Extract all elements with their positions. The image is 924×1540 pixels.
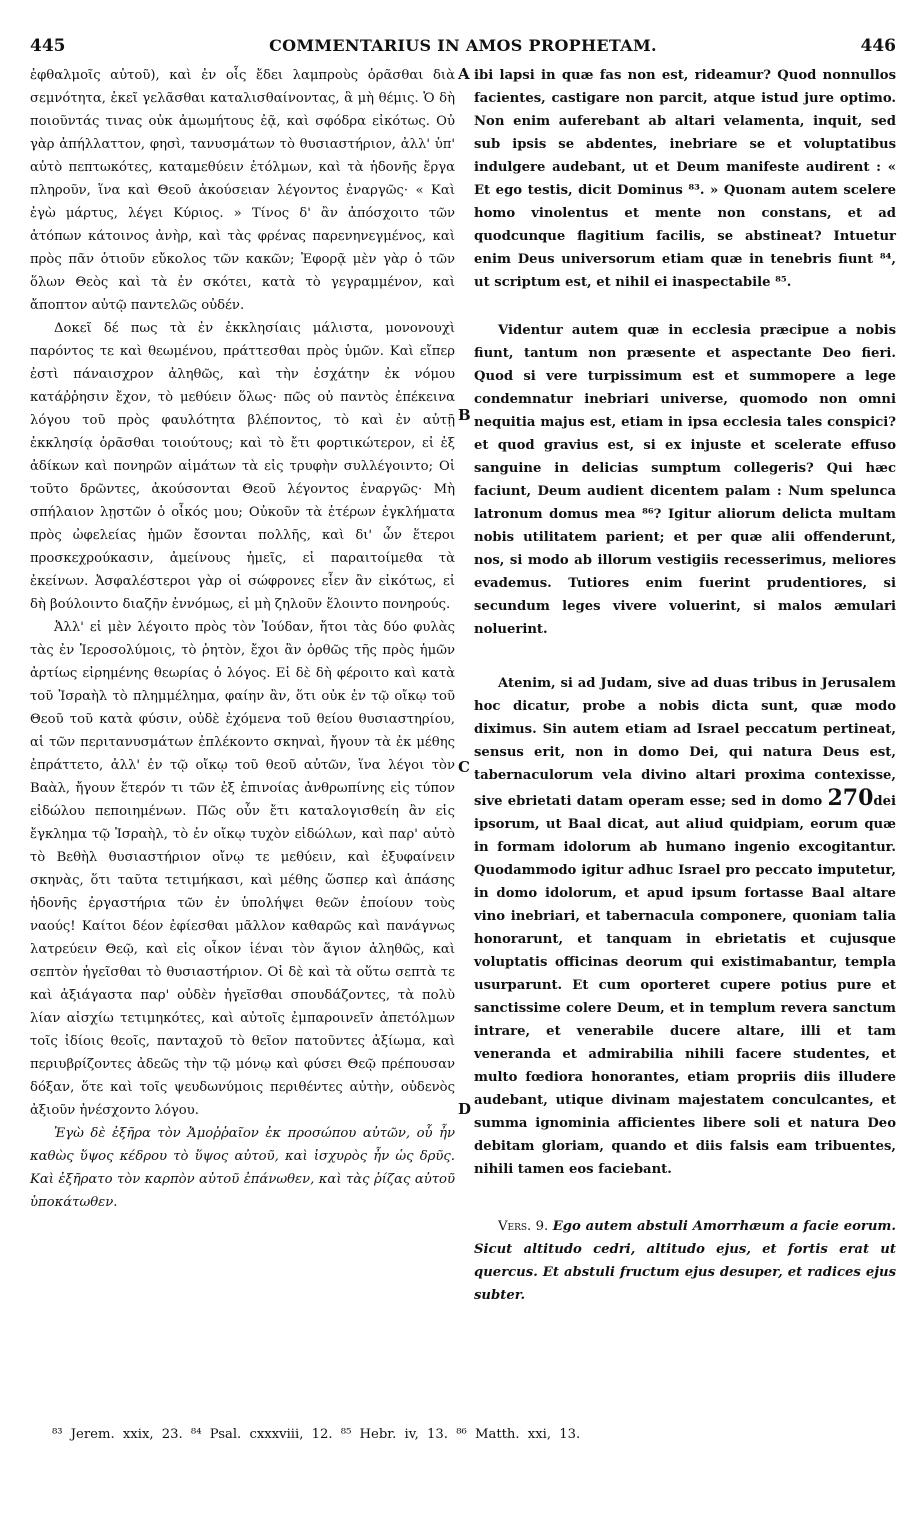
footnotes: ⁸³ Jerem. xxix, 23. ⁸⁴ Psal. cxxxviii, 12. ⁸⁵ Hebr. iv, 13. ⁸⁶ Matth. xxi, 13. xyxy=(52,1427,581,1442)
margin-marker-d: D xyxy=(458,1100,472,1118)
page-number-left: 445 xyxy=(30,36,66,56)
page-header xyxy=(30,36,896,58)
greek-paragraph-3: Ἀλλ' εἰ μὲν λέγοιτο πρὸς τὸν Ἰούδαν, ἤτοι τὰς δύο φυλὰς τὰς ἐν Ἱεροσολύμοις, τὸ ῥητὸν, ἔχοι ἂν ὀρθῶς τῆς πρὸς ἡμῶν ἀρτίως εἰρημένης θεωρίας ὁ λόγος. Εἰ δὲ δὴ φέροιτο καὶ κατὰ τοῦ Ἰσραὴλ τὸ πλημμέλημα, φαίην ἂν, ὅτι οὐκ ἐν τῷ οἴκῳ τοῦ Θεοῦ τοῦ κατὰ φύσιν, οὐδὲ ἐχόμενα τοῦ θείου θυσιαστηρίου, αἱ τῶν περιτανυσμάτων ἐπλέκοντο σκηναὶ, ἤγουν τὰ ἐκ μέθης ἐπράττετο, ἀλλ' ἐν τῷ οἴκῳ τοῦ θεοῦ αὐτῶν, ἵνα λέγοι τὸν Βαὰλ, ἤγουν ἕτερόν τι τῶν ἐξ ἐπινοίας ἀνθρωπίνης εἰς τύπον εἰδώλου πεποιημένων. Πῶς οὖν ἔτι καταλογισθείη ἂν εἰς ἔγκλημα τῷ Ἰσραὴλ, τὸ ἐν οἴκῳ τυχὸν εἰδώλων, καὶ παρ' αὐτὸ τὸ Βεθὴλ θυσιαστήριον οἴνῳ τε μεθύειν, καὶ ἐξυφαίνειν σκηνὰς, ὅτι ταῦτα τετιμήκασι, καὶ μέθης ὥσπερ καὶ ἁπάσης ἡδονῆς ἐργαστήρια τῶν ἐν ὑπολήψει θεῶν ἐποίουν τοὺς ναούς! Καίτοι δέον ἐφίεσθαι μᾶλλον καθαρῶς καὶ πανάγνως λατρεύειν Θεῷ, καὶ εἰς οἶκον ἰέναι τὸν ἅγιον ἀληθῶς, καὶ σεπτὸν ἡγεῖσθαι τὸ θυσιαστήριον. Οἱ δὲ καὶ τὰ οὕτω σεπτὰ τε καὶ ἀξιάγαστα παρ' οὐδὲν ἡγεῖσθαι σπουδάζοντες, τὰ πολὺ λίαν αἰσχίω τετιμηκότες, καὶ αὐτοῖς ἐμπαροινεῖν ἀπετόλμων τοῖς ἰδίοις θεοῖς, πανταχοῦ τὸ θεῖον πατοῦντες ἀξίωμα, καὶ περιυβρίζοντες ἀδεῶς τὴν τῷ μόνῳ καὶ φύσει Θεῷ πρέπουσαν δόξαν, ὅτε καὶ τοῖς ψευδωνύμοις περιθέντες αὐτὴν, οὐδενὸς ἀξιοῦν ἠνέσχοντο λόγου. xyxy=(30,620,455,1118)
latin-verse xyxy=(474,1215,896,1307)
latin-paragraph-1: ibi lapsi in quæ fas non est, rideamur? Quod nonnullos facientes, castigare non parcit, atque istud jure optimo. Non enim auferebant ab altari velamenta, inquit, sed sub ipsis se abdentes, inebriare se et voluptatibus indulgere audebant, ut et Deum manifeste audirent : « Et ego testis, dicit Dominus ⁸³. » Quonam autem scelere homo vinolentus et mente non constans, et ad quodcunque flagitium facilis, se abstineat? Intuetur enim Deus universorum etiam quæ in tenebris fiunt ⁸⁴, ut scriptum est, et nihil ei inaspectabile ⁸⁵. xyxy=(474,68,896,290)
verse-label: Vers. 9. xyxy=(498,1219,549,1234)
latin-verse-text: Ego autem abstuli Amorrhæum a facie eorum. Sicut altitudo cedri, altitudo ejus, et fortis erat ut quercus. Et abstuli fructum ejus desuper, et radices ejus subter. xyxy=(474,1219,896,1303)
latin-paragraph-3-start: Atenim, si ad Judam, sive ad duas tribus in Jerusalem hoc dicatur, probe a nobis dicta sunt, quæ modo diximus. Sin autem etiam ad Israel peccatum pertineat, sensus erit, non in domo Dei, qui natura Deus est, tabernaculorum vela divino altari proxima contexisse, sive ebrietati datam operam esse; sed in domo xyxy=(474,676,896,809)
column-number: 270 xyxy=(827,785,874,811)
page-number-right: 446 xyxy=(860,36,896,56)
greek-paragraph-2: Δοκεῖ δέ πως τὰ ἐν ἐκκλησίαις μάλιστα, μονονουχὶ παρόντος τε καὶ θεωμένου, πράττεσθαι πρὸς ὑμῶν. Καὶ εἴπερ ἐστὶ πάναισχρον ἀληθῶς, καὶ τὴν ἐσχάτην ἐκ νόμου κατάῤῥησιν ἔχον, τὸ μεθύειν ὅλως· πῶς οὐ παντὸς ἐπέκεινα λόγου τοῦ πρὸς φαυλότητα βλέποντος, τὸ καὶ ἐν αὐτῇ ἐκκλησίᾳ ὁρᾶσθαι τοιούτους; καὶ τὸ ἔτι φορτικώτερον, εἰ ἐξ ἀδίκων καὶ πονηρῶν αἱμάτων τὰ εἰς τρυφὴν συλλέγοιντο; Οἱ τοῦτο δρῶντες, ἀκούσονται Θεοῦ λέγοντος ἐναργῶς· Μὴ σπήλαιον λῃστῶν ὁ οἶκός μου; Οὐκοῦν τὰ ἑτέρων ἐγκλήματα πρὸς ὠφελείας ἡμῶν ἔσονται πολλῆς, καὶ δι' ὧν ἕτεροι προσκεχρούκασιν, ἀμείνους ἡμεῖς, εἰ παραιτοίμεθα τὰ ἐκείνων. Ἀσφαλέστεροι γὰρ οἱ σώφρονες εἶεν ἂν εἰκότως, εἰ δὴ βούλοιντο διαζῆν ἐννόμως, εἰ μὴ ζηλοῦν ἕλοιντο πονηρούς. xyxy=(30,321,455,612)
greek-verse: Ἐγὼ δὲ ἐξῆρα τὸν Ἀμοῤῥαῖον ἐκ προσώπου αὐτῶν, οὗ ἦν καθὼς ὕψος κέδρου τὸ ὕψος αὐτοῦ, καὶ ἰσχυρὸς ἦν ὡς δρῦς. Καὶ ἐξῆρατο τὸν καρπὸν αὐτοῦ ἐπάνωθεν, καὶ τὰς ῥίζας αὐτοῦ ὑποκάτωθεν. xyxy=(30,1126,455,1210)
greek-paragraph-1: ἐφθαλμοῖς αὐτοῦ), καὶ ἐν οἷς ἔδει λαμπροὺς ὁρᾶσθαι διὰ σεμνότητα, ἐκεῖ γελᾶσθαι καταλισθαίνοντας, ἃ μὴ θέμις. Ὁ δὴ ποιοῦντάς τινας οὐκ ἀμωμήτους ἐᾷ, καὶ σφόδρα εἰκότως. Οὐ γὰρ ἀπήλλαττον, φησὶ, τανυσμάτων τὸ θυσιαστήριον, ἀλλ' ὑπ' αὐτὸ πεπτωκότες, καταμεθύειν ἐτόλμων, καὶ τὰ ἡδονῆς ἔργα πληροῦν, ἵνα καὶ Θεοῦ ἀκούσειαν λέγοντος ἐναργῶς· « Καὶ ἐγὼ μάρτυς, λέγει Κύριος. » Τίνος δ' ἂν ἀπόσχοιτο τῶν ἀτόπων κάτοινος ἀνὴρ, καὶ τὰς φρένας παρενηνεγμένος, καὶ πρὸς πᾶν ὁτιοῦν εὔκολος τῶν κακῶν; Ἐφορᾷ μὲν γὰρ ὁ τῶν ὅλων Θεὸς καὶ τὰ ἐν σκότει, κατὰ τὸ γεγραμμένον, καὶ ἄποπτον αὐτῷ παντελῶς οὐδέν. xyxy=(30,68,455,313)
margin-marker-c: C xyxy=(458,758,470,776)
latin-paragraph-3 xyxy=(474,672,896,1181)
latin-paragraph-2: Videntur autem quæ in ecclesia præcipue a nobis fiunt, tantum non præsente et aspectante Deo fieri. Quod si vere turpissimum est et summopere a lege condemnatur inebriari universe, quomodo non omni nequitia majus est, etiam in ipsa ecclesia tales conspici? et quod gravius est, si ex injuste et scelerate effuso sanguine in delicias sumptum collegeris? Qui hæc faciunt, Deum audient dicentem palam : Num spelunca latronum domus mea ⁸⁶? Igitur aliorum delicta multam nobis utilitatem parient; et per quæ alii offenderunt, nos, si modo ab illorum vestigiis recesserimus, meliores evademus. Tutiores enim fuerint prudentiores, si secundum leges vivere voluerint, si malos æmulari noluerint. xyxy=(474,323,896,637)
greek-column xyxy=(30,64,455,1214)
running-title: COMMENTARIUS IN AMOS PROPHETAM. xyxy=(269,36,657,55)
margin-marker-b: B xyxy=(458,406,471,424)
latin-paragraph-3-end: dei ipsorum, ut Baal dicat, aut aliud quidpiam, eorum quæ in formam idolorum ab humano ingenio excogitantur. Quodammodo igitur adhuc Israel pro peccato imputetur, in domo idolorum, et apud ipsum fortasse Baal altare vino inebriari, et tabernacula componere, quoniam talia honorarunt, et tanquam in ebrietatis et cujusque voluptatis officinas deorum qui existimabantur, templa usurparunt. Et cum oporteret cupere potius pure et sanctissime colere Deum, et in templum revera sanctum intrare, et venerabile ducere altare, illi et tam veneranda et admirabilia nihili facere studentes, et multo fœdiora honorantes, etiam propriis diis illudere audebant, utique divinam majestatem conculcantes, et summa ignominia afficientes libere soli et natura Deo debitam gloriam, quando et diis falsis eam tribuentes, nihili tamen eos faciebant. xyxy=(474,794,897,1177)
latin-column xyxy=(474,64,896,1307)
margin-marker-a: A xyxy=(458,65,470,83)
